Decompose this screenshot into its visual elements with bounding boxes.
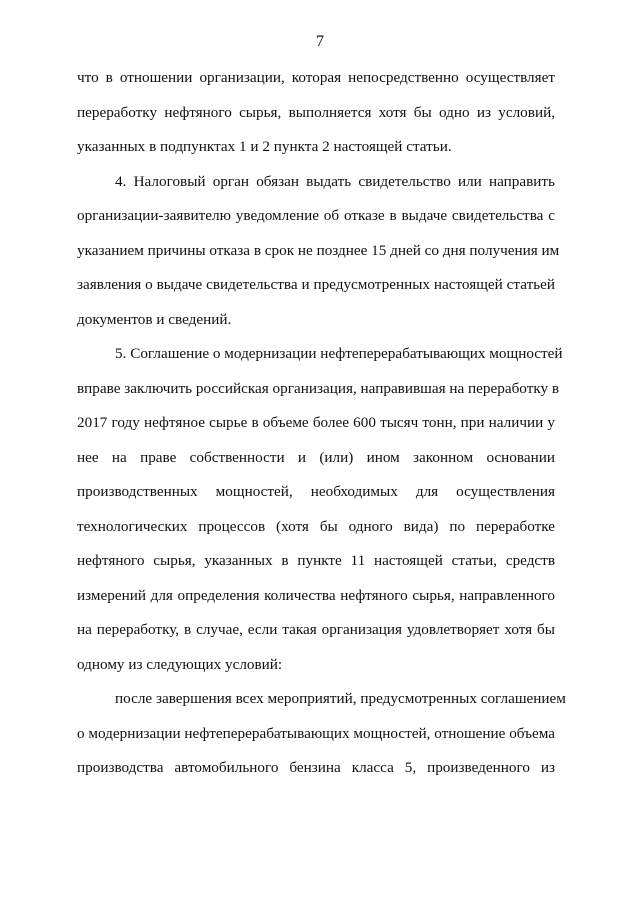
text-line: производственных мощностей, необходимых для осуществления	[77, 483, 555, 500]
document-body	[77, 67, 566, 792]
paragraph-continuation	[77, 67, 555, 171]
paragraph-item-4	[77, 171, 560, 344]
text-line: вправе заключить российская организация, направившая на переработку в	[77, 379, 560, 397]
text-line: одному из следующих условий:	[77, 655, 283, 673]
text-line: указанием причины отказа в срок не позднее 15 дней со дня получения им	[77, 241, 560, 259]
text-line: 4. Налоговый орган обязан выдать свидетельство или направить	[115, 172, 555, 190]
text-line: заявления о выдаче свидетельства и предусмотренных настоящей статьей	[77, 276, 555, 293]
text-line: нефтяного сырья, указанных в пункте 11 настоящей статьи, средств	[77, 552, 555, 569]
text-line: после завершения всех мероприятий, предусмотренных соглашением	[115, 690, 566, 707]
text-line: на переработку, в случае, если такая организация удовлетворяет хотя бы	[77, 621, 555, 638]
text-line: организации-заявителю уведомление об отказе в выдаче свидетельства с	[77, 207, 555, 224]
page-number: 7	[316, 33, 324, 50]
text-line: 2017 году нефтяное сырье в объеме более 600 тысяч тонн, при наличии у	[77, 414, 555, 431]
text-line: что в отношении организации, которая непосредственно осуществляет	[77, 69, 555, 86]
paragraph-condition	[77, 688, 566, 792]
text-line: переработку нефтяного сырья, выполняется хотя бы одно из условий,	[77, 103, 555, 121]
paragraph-item-5	[77, 343, 563, 688]
text-line: измерений для определения количества нефтяного сырья, направленного	[77, 586, 555, 604]
text-line: 5. Соглашение о модернизации нефтеперерабатывающих мощностей	[115, 345, 563, 362]
text-line: нее на праве собственности и (или) ином законном основании	[77, 448, 555, 466]
text-line: указанных в подпунктах 1 и 2 пункта 2 настоящей статьи.	[77, 138, 452, 155]
text-line: производства автомобильного бензина класса 5, произведенного из	[77, 759, 555, 776]
text-line: о модернизации нефтеперерабатывающих мощностей, отношение объема	[77, 724, 555, 742]
text-line: технологических процессов (хотя бы одного вида) по переработке	[77, 517, 555, 535]
text-line: документов и сведений.	[77, 310, 232, 328]
